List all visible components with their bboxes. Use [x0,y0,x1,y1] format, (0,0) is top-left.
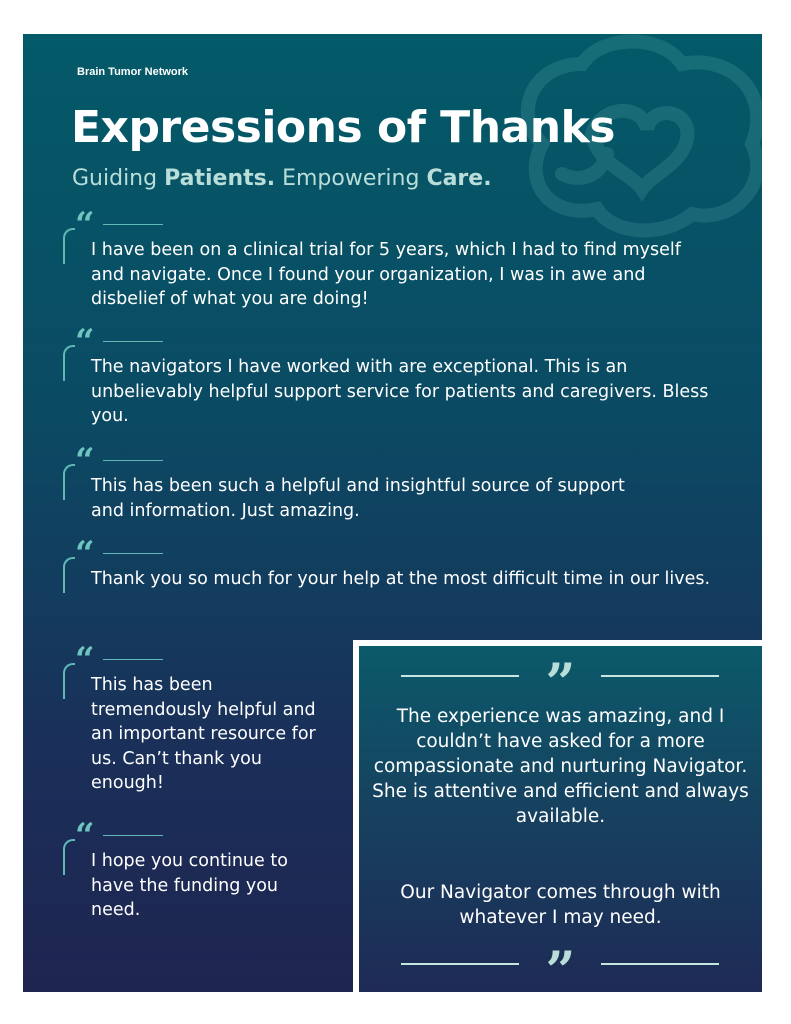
quote-text: Thank you so much for your help at the most difficult time in our lives. [91,569,711,589]
closing-quote-icon: ” [545,941,576,992]
subtitle-bold-2: Care. [426,166,492,191]
closing-quote-icon: ” [545,653,576,714]
quote-divider [103,659,163,660]
quote-text: I have been on a clinical trial for 5 years, which I had to find myself and navigate. Once I found your organization, I was in awe and disbelief of what you are doing! [91,240,681,309]
quote-bracket-decoration [63,228,75,264]
quote-text: This has been such a helpful and insightful source of support and information. Just amazing. [91,476,625,521]
quote-divider [103,835,163,836]
organization-name: Brain Tumor Network [77,66,189,78]
quote-bracket-decoration [63,663,75,699]
quote-divider [103,460,163,461]
quote-divider [103,553,163,554]
featured-quote-paragraph-2: Our Navigator comes through with whatever I may need. [400,882,721,928]
quote-mark-icon: “ [75,441,95,481]
featured-quote-panel [353,640,762,992]
quote-mark-icon: “ [75,205,95,245]
quote-mark-icon: “ [75,534,95,574]
page-title: Expressions of Thanks [71,102,615,153]
subtitle-text-1: Guiding [72,166,165,191]
page-subtitle [72,166,492,191]
subtitle-bold-1: Patients. [164,166,276,191]
quote-bracket-decoration [63,557,75,593]
featured-quote-paragraph-1: The experience was amazing, and I couldn’t have asked for a more compassionate and nurturing Navigator. She is attentive and efficient and always available. [372,706,749,827]
flyer-page [23,34,762,992]
quote-divider [103,224,163,225]
quote-bracket-decoration [63,464,75,500]
quote-bracket-decoration [63,345,75,381]
quote-bracket-decoration [63,839,75,875]
subtitle-text-2: Empowering [275,166,427,191]
quote-mark-icon: “ [75,640,95,680]
quote-text: The navigators I have worked with are exceptional. This is an unbelievably helpful support service for patients and caregivers. Bless you. [91,357,709,426]
quote-mark-icon: “ [75,322,95,362]
quote-text: This has been tremendously helpful and an important resource for us. Can’t thank you enough! [91,675,316,793]
quote-mark-icon: “ [75,816,95,856]
quote-text: I hope you continue to have the funding you need. [91,851,288,920]
quote-divider [103,341,163,342]
